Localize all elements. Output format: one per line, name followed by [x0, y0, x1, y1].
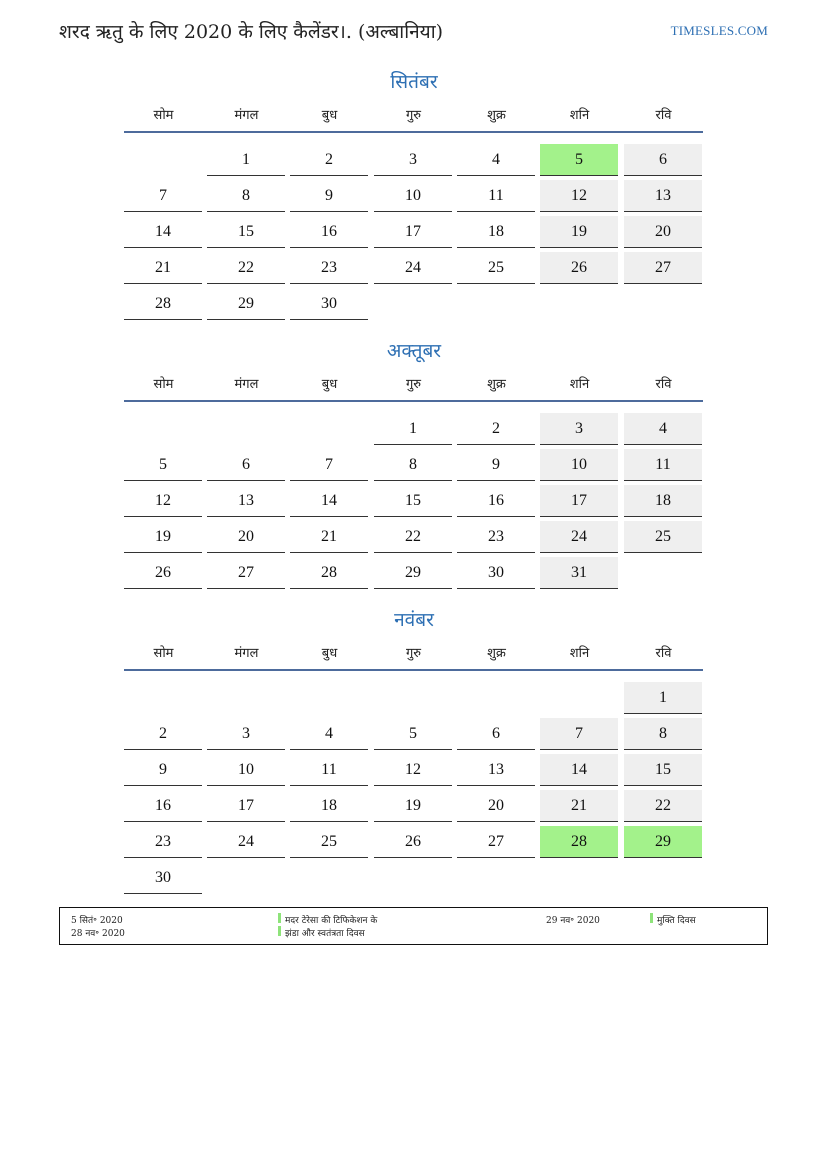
day-cell[interactable]: 16 [290, 216, 368, 248]
day-cell[interactable]: 3 [374, 144, 452, 176]
weekday-label: सोम [153, 646, 174, 661]
weekday-label: रवि [655, 646, 672, 661]
day-cell[interactable]: 11 [624, 449, 702, 481]
day-cell[interactable]: 8 [624, 718, 702, 750]
day-cell[interactable]: 12 [540, 180, 618, 212]
weekday-label: बुध [321, 108, 338, 123]
day-cell[interactable]: 23 [290, 252, 368, 284]
day-cell[interactable]: 9 [290, 180, 368, 212]
day-cell[interactable]: 6 [207, 449, 285, 481]
day-cell[interactable]: 18 [290, 790, 368, 822]
day-cell[interactable]: 14 [290, 485, 368, 517]
day-cell[interactable]: 6 [457, 718, 535, 750]
day-cell[interactable]: 15 [207, 216, 285, 248]
weekday-header-row [124, 643, 704, 667]
day-cell[interactable]: 27 [624, 252, 702, 284]
day-cell[interactable]: 12 [374, 754, 452, 786]
day-cell[interactable]: 1 [374, 413, 452, 445]
legend-color-marker [278, 913, 281, 923]
weekday-label: गुरु [405, 377, 422, 392]
weekday-label: बुध [321, 377, 338, 392]
day-cell[interactable]: 21 [290, 521, 368, 553]
day-cell[interactable]: 2 [457, 413, 535, 445]
day-cell[interactable]: 10 [207, 754, 285, 786]
legend-date: 5 सितं॰ 2020 [71, 916, 123, 926]
weekday-label: शनि [569, 377, 590, 392]
day-cell[interactable]: 24 [374, 252, 452, 284]
day-cell[interactable]: 19 [124, 521, 202, 553]
legend-date: 28 नव॰ 2020 [71, 929, 125, 939]
weekday-label: रवि [655, 108, 672, 123]
day-cell[interactable]: 14 [540, 754, 618, 786]
day-cell[interactable]: 22 [374, 521, 452, 553]
day-cell[interactable]: 7 [290, 449, 368, 481]
weekday-label: शुक्र [487, 108, 506, 123]
day-cell[interactable]: 13 [624, 180, 702, 212]
day-cell[interactable]: 7 [540, 718, 618, 750]
day-cell[interactable]: 30 [124, 862, 202, 894]
month-title: अक्तूबर [386, 340, 442, 362]
weekday-label: बुध [321, 646, 338, 661]
site-link[interactable]: TIMESLES.COM [670, 23, 768, 38]
day-cell[interactable]: 11 [457, 180, 535, 212]
weekday-label: मंगल [234, 377, 259, 392]
month-title: नवंबर [394, 609, 434, 631]
day-cell[interactable]: 28 [290, 557, 368, 589]
header-divider [124, 669, 703, 671]
holiday-legend [59, 907, 768, 945]
weekday-label: सोम [153, 377, 174, 392]
day-cell[interactable]: 15 [624, 754, 702, 786]
day-cell[interactable]: 2 [290, 144, 368, 176]
day-cell[interactable]: 8 [374, 449, 452, 481]
weekday-header-row [124, 374, 704, 398]
day-cell[interactable]: 18 [624, 485, 702, 517]
day-cell[interactable]: 20 [624, 216, 702, 248]
day-cell[interactable]: 2 [124, 718, 202, 750]
day-cell[interactable]: 19 [374, 790, 452, 822]
holiday-day-cell[interactable]: 5 [540, 144, 618, 176]
day-cell[interactable]: 19 [540, 216, 618, 248]
holiday-day-cell[interactable]: 28 [540, 826, 618, 858]
day-cell[interactable]: 24 [540, 521, 618, 553]
day-cell[interactable]: 3 [207, 718, 285, 750]
day-cell[interactable]: 26 [540, 252, 618, 284]
legend-holiday-name: मुक्ति दिवस [657, 916, 696, 926]
day-cell[interactable]: 17 [540, 485, 618, 517]
day-cell[interactable]: 30 [290, 288, 368, 320]
month-title: सितंबर [390, 71, 438, 93]
day-cell[interactable]: 30 [457, 557, 535, 589]
day-cell[interactable]: 5 [374, 718, 452, 750]
weekday-label: शनि [569, 108, 590, 123]
day-cell[interactable]: 17 [374, 216, 452, 248]
day-cell[interactable]: 29 [207, 288, 285, 320]
day-cell[interactable]: 9 [457, 449, 535, 481]
weekday-header-row [124, 105, 704, 129]
day-cell[interactable]: 8 [207, 180, 285, 212]
weekday-label: शुक्र [487, 646, 506, 661]
day-cell[interactable]: 27 [207, 557, 285, 589]
day-cell[interactable]: 23 [457, 521, 535, 553]
legend-date: 29 नव॰ 2020 [546, 916, 600, 926]
weekday-label: मंगल [234, 646, 259, 661]
weekday-label: शनि [569, 646, 590, 661]
day-cell[interactable]: 25 [624, 521, 702, 553]
weekday-label: रवि [655, 377, 672, 392]
day-cell[interactable]: 21 [124, 252, 202, 284]
day-cell[interactable]: 27 [457, 826, 535, 858]
day-cell[interactable]: 23 [124, 826, 202, 858]
day-cell[interactable]: 3 [540, 413, 618, 445]
day-cell[interactable]: 15 [374, 485, 452, 517]
day-cell[interactable]: 1 [207, 144, 285, 176]
page-title: शरद ऋतु के लिए 2020 के लिए कैलेंडर।. (अल्बानिया) [59, 21, 444, 43]
day-cell[interactable]: 18 [457, 216, 535, 248]
weekday-label: शुक्र [487, 377, 506, 392]
day-cell[interactable]: 12 [124, 485, 202, 517]
day-cell[interactable]: 16 [457, 485, 535, 517]
day-cell[interactable]: 20 [207, 521, 285, 553]
legend-color-marker [650, 913, 653, 923]
day-cell[interactable]: 22 [624, 790, 702, 822]
day-cell[interactable]: 25 [290, 826, 368, 858]
legend-color-marker [278, 926, 281, 936]
day-cell[interactable]: 13 [457, 754, 535, 786]
day-cell[interactable]: 14 [124, 216, 202, 248]
day-cell[interactable]: 17 [207, 790, 285, 822]
day-cell[interactable]: 10 [540, 449, 618, 481]
day-cell[interactable]: 6 [624, 144, 702, 176]
day-cell[interactable]: 1 [624, 682, 702, 714]
day-cell[interactable]: 21 [540, 790, 618, 822]
day-cell[interactable]: 9 [124, 754, 202, 786]
header-divider [124, 131, 703, 133]
holiday-day-cell[interactable]: 29 [624, 826, 702, 858]
day-cell[interactable]: 10 [374, 180, 452, 212]
day-cell[interactable]: 4 [290, 718, 368, 750]
weekday-label: गुरु [405, 108, 422, 123]
day-cell[interactable]: 24 [207, 826, 285, 858]
day-cell[interactable]: 26 [374, 826, 452, 858]
legend-holiday-name: मदर टेरेसा की टिफिकेशन के [285, 916, 378, 926]
weekday-label: मंगल [234, 108, 259, 123]
day-cell[interactable]: 4 [624, 413, 702, 445]
day-cell[interactable]: 7 [124, 180, 202, 212]
day-cell[interactable]: 11 [290, 754, 368, 786]
day-cell[interactable]: 22 [207, 252, 285, 284]
day-cell[interactable]: 31 [540, 557, 618, 589]
day-cell[interactable]: 26 [124, 557, 202, 589]
day-cell[interactable]: 13 [207, 485, 285, 517]
day-cell[interactable]: 25 [457, 252, 535, 284]
day-cell[interactable]: 4 [457, 144, 535, 176]
header-divider [124, 400, 703, 402]
weekday-label: सोम [153, 108, 174, 123]
day-cell[interactable]: 29 [374, 557, 452, 589]
legend-holiday-name: झंडा और स्वतंत्रता दिवस [285, 929, 365, 939]
weekday-label: गुरु [405, 646, 422, 661]
day-cell[interactable]: 28 [124, 288, 202, 320]
day-cell[interactable]: 16 [124, 790, 202, 822]
day-cell[interactable]: 20 [457, 790, 535, 822]
day-cell[interactable]: 5 [124, 449, 202, 481]
